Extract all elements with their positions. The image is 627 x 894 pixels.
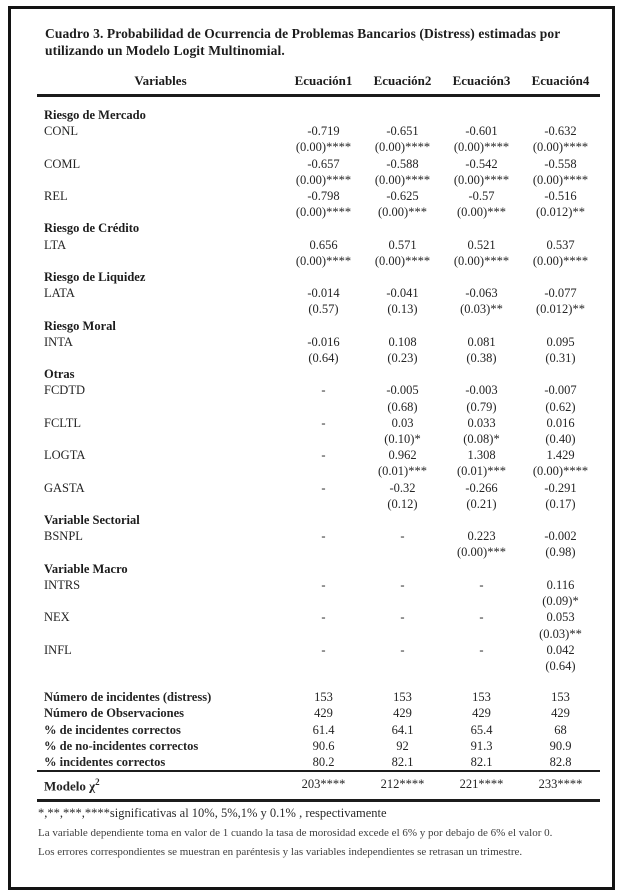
pval-cell: (0.00)**** — [532, 140, 589, 155]
summary-value-cell: 429 — [551, 706, 570, 721]
variable-pval-row — [37, 301, 600, 317]
summary-label-cell: Número de Observaciones — [44, 706, 185, 721]
variable-coef-row — [37, 415, 600, 431]
pval-cell — [363, 626, 442, 642]
variable-name-cell: INFL — [44, 642, 72, 657]
pval-cell: (0.09)* — [542, 594, 579, 609]
variable-name-cell: NEX — [44, 610, 70, 625]
coef-cell: -0.077 — [544, 286, 577, 301]
variable-coef-row — [37, 577, 600, 593]
coef-cell: - — [400, 529, 405, 544]
coef-cell: 0.033 — [467, 415, 496, 430]
coef-cell: 0.053 — [546, 610, 575, 625]
variable-pval-row — [37, 658, 600, 674]
pval-cell: (0.38) — [466, 351, 497, 366]
pval-cell: (0.00)**** — [295, 253, 352, 268]
variable-name-cell: REL — [44, 189, 68, 204]
section-header-cell: Otras — [44, 367, 75, 382]
coef-cell: - — [321, 642, 326, 657]
variable-pval-row — [37, 139, 600, 155]
variable-name-cell: CONL — [44, 124, 79, 139]
variable-coef-row — [37, 447, 600, 463]
coef-cell: -0.266 — [465, 480, 498, 495]
coef-cell: 1.429 — [546, 448, 575, 463]
variable-coef-row — [37, 123, 600, 139]
coef-cell: -0.005 — [386, 383, 419, 398]
pval-cell — [284, 593, 363, 609]
pval-cell: (0.79) — [466, 399, 497, 414]
empty-cell — [37, 658, 284, 674]
empty-cell — [37, 593, 284, 609]
coef-cell: - — [321, 577, 326, 592]
coef-cell: -0.063 — [465, 286, 498, 301]
coef-cell: -0.657 — [307, 156, 340, 171]
pval-cell: (0.00)*** — [457, 205, 506, 220]
summary-value-cell: 153 — [551, 690, 570, 705]
summary-value-cell: 90.9 — [549, 738, 572, 753]
coef-cell: 0.016 — [546, 415, 575, 430]
section-header-cell: Variable Macro — [44, 561, 128, 576]
variable-name-cell: LOGTA — [44, 448, 86, 463]
section-row — [37, 561, 600, 577]
pval-cell: (0.00)**** — [374, 253, 431, 268]
empty-cell — [37, 626, 284, 642]
variable-pval-row — [37, 593, 600, 609]
coef-cell: -0.632 — [544, 124, 577, 139]
coef-cell: -0.57 — [468, 189, 495, 204]
coef-cell: -0.798 — [307, 189, 340, 204]
pval-cell — [284, 431, 363, 447]
empty-cell — [37, 301, 284, 317]
pval-cell: (0.012)** — [536, 205, 585, 220]
pval-cell: (0.12) — [387, 496, 418, 511]
coef-cell: - — [321, 448, 326, 463]
pval-cell: (0.012)** — [536, 302, 585, 317]
spacer-cell — [37, 674, 600, 689]
pval-cell: (0.62) — [545, 399, 576, 414]
coef-cell: -0.588 — [386, 156, 419, 171]
variable-pval-row — [37, 253, 600, 269]
coef-cell: - — [321, 383, 326, 398]
section-row — [37, 220, 600, 236]
variable-pval-row — [37, 431, 600, 447]
summary-value-cell: 153 — [472, 690, 491, 705]
pval-cell — [284, 496, 363, 512]
summary-value-cell: 61.4 — [312, 722, 335, 737]
summary-value-cell: 68 — [554, 722, 567, 737]
variable-coef-row — [37, 156, 600, 172]
coef-cell: -0.601 — [465, 124, 498, 139]
footnote-standard-errors: Los errores correspondientes se muestran en paréntesis y las variables independientes se retrasan un trimestre. — [38, 846, 523, 859]
model-value-cell: 212**** — [363, 771, 442, 800]
coef-cell: 0.108 — [388, 334, 417, 349]
variable-name-cell: COML — [44, 156, 81, 171]
table-caption: Cuadro 3. Probabilidad de Ocurrencia de Problemas Bancarios (Distress) estimadas por utilizando un Modelo Logit Multinomial. — [45, 26, 561, 58]
pval-cell: (0.01)*** — [457, 464, 506, 479]
empty-cell — [37, 399, 284, 415]
model-chi2-row — [37, 771, 600, 800]
coef-cell: 0.962 — [388, 448, 417, 463]
pval-cell: (0.00)**** — [295, 140, 352, 155]
pval-cell: (0.03)** — [460, 302, 503, 317]
pval-cell — [363, 544, 442, 560]
section-header-cell: Riesgo Moral — [44, 318, 116, 333]
section-row — [37, 318, 600, 334]
summary-value-cell: 82.8 — [549, 754, 572, 769]
summary-value-cell: 429 — [393, 706, 412, 721]
pval-cell: (0.00)*** — [457, 545, 506, 560]
coef-cell: -0.041 — [386, 286, 419, 301]
coef-cell: - — [479, 577, 484, 592]
coef-cell: - — [321, 610, 326, 625]
pval-cell — [363, 658, 442, 674]
summary-label-cell: % de no-incidentes correctos — [44, 738, 199, 753]
significance-legend: *,**,***,****significativas al 10%, 5%,1% y 0.1% , respectivamente — [38, 805, 387, 820]
pval-cell — [284, 544, 363, 560]
column-header-eq3: Ecuación3 — [442, 71, 521, 96]
section-row — [37, 512, 600, 528]
variable-coef-row — [37, 642, 600, 658]
coef-cell: - — [400, 577, 405, 592]
section-header-cell: Variable Sectorial — [44, 513, 140, 528]
pval-cell: (0.21) — [466, 496, 497, 511]
summary-label-cell: % incidentes correctos — [44, 754, 166, 769]
footnote-dependent-variable: La variable dependiente toma en valor de 1 cuando la tasa de morosidad excede el 6% y por debajo de 6% el valor 0. — [38, 826, 553, 839]
coef-cell: -0.651 — [386, 124, 419, 139]
page-border-frame — [8, 6, 615, 890]
column-header-eq2: Ecuación2 — [363, 71, 442, 96]
empty-cell — [37, 544, 284, 560]
summary-value-cell: 64.1 — [391, 722, 414, 737]
summary-row — [37, 722, 600, 738]
summary-value-cell: 82.1 — [391, 754, 414, 769]
coef-cell: -0.003 — [465, 383, 498, 398]
coef-cell: 0.571 — [388, 237, 417, 252]
coef-cell: 0.116 — [546, 577, 575, 592]
model-label-superscript: 2 — [95, 777, 100, 788]
coef-cell: -0.719 — [307, 124, 340, 139]
coef-cell: 0.537 — [546, 237, 575, 252]
variable-name-cell: FCDTD — [44, 383, 85, 398]
summary-label-cell: Número de incidentes (distress) — [44, 690, 212, 705]
coef-cell: 0.081 — [467, 334, 496, 349]
pval-cell: (0.01)*** — [378, 464, 427, 479]
pval-cell: (0.98) — [545, 545, 576, 560]
pval-cell: (0.00)**** — [532, 253, 589, 268]
pval-cell: (0.31) — [545, 351, 576, 366]
summary-row — [37, 754, 600, 771]
section-header-cell: Riesgo de Crédito — [44, 221, 140, 236]
pval-cell — [284, 399, 363, 415]
pval-cell: (0.00)**** — [295, 172, 352, 187]
summary-label-cell: % de incidentes correctos — [44, 722, 181, 737]
empty-cell — [37, 496, 284, 512]
model-value-cell: 203**** — [284, 771, 363, 800]
coef-cell: -0.007 — [544, 383, 577, 398]
variable-pval-row — [37, 463, 600, 479]
coef-cell: 0.521 — [467, 237, 496, 252]
coef-cell: 0.03 — [391, 415, 414, 430]
pval-cell — [442, 626, 521, 642]
header-row — [37, 71, 600, 96]
pval-cell: (0.00)**** — [295, 205, 352, 220]
pval-cell — [363, 593, 442, 609]
model-label-cell — [37, 771, 284, 800]
pval-cell: (0.00)**** — [532, 172, 589, 187]
coef-cell: -0.516 — [544, 189, 577, 204]
empty-cell — [37, 350, 284, 366]
variable-coef-row — [37, 609, 600, 625]
empty-cell — [37, 172, 284, 188]
coef-cell: 0.095 — [546, 334, 575, 349]
column-header-eq1: Ecuación1 — [284, 71, 363, 96]
model-value-cell: 233**** — [521, 771, 600, 800]
coef-cell: -0.291 — [544, 480, 577, 495]
variable-coef-row — [37, 382, 600, 398]
section-row — [37, 366, 600, 382]
pval-cell — [284, 658, 363, 674]
summary-value-cell: 90.6 — [312, 738, 335, 753]
regression-results-table — [37, 71, 600, 802]
summary-value-cell: 65.4 — [470, 722, 493, 737]
summary-value-cell: 429 — [472, 706, 491, 721]
pval-cell: (0.00)**** — [453, 253, 510, 268]
variable-coef-row — [37, 528, 600, 544]
variable-coef-row — [37, 285, 600, 301]
coef-cell: -0.002 — [544, 529, 577, 544]
coef-cell: - — [479, 610, 484, 625]
pval-cell: (0.17) — [545, 496, 576, 511]
pval-cell — [284, 626, 363, 642]
spacer-row — [37, 674, 600, 689]
coef-cell: 0.656 — [309, 237, 338, 252]
pval-cell — [442, 593, 521, 609]
pval-cell: (0.23) — [387, 351, 418, 366]
coef-cell: -0.014 — [307, 286, 340, 301]
variable-coef-row — [37, 188, 600, 204]
coef-cell: 1.308 — [467, 448, 496, 463]
variable-pval-row — [37, 350, 600, 366]
variable-pval-row — [37, 172, 600, 188]
variable-name-cell: INTA — [44, 334, 73, 349]
summary-value-cell: 153 — [314, 690, 333, 705]
pval-cell — [284, 463, 363, 479]
pval-cell: (0.64) — [308, 351, 339, 366]
variable-coef-row — [37, 334, 600, 350]
variable-coef-row — [37, 237, 600, 253]
coef-cell: -0.558 — [544, 156, 577, 171]
pval-cell: (0.10)* — [384, 432, 421, 447]
summary-value-cell: 92 — [396, 738, 409, 753]
variable-coef-row — [37, 480, 600, 496]
coef-cell: 0.223 — [467, 529, 496, 544]
variable-pval-row — [37, 204, 600, 220]
pval-cell: (0.13) — [387, 302, 418, 317]
model-label-text: Modelo χ — [44, 778, 96, 794]
pval-cell: (0.08)* — [463, 432, 500, 447]
variable-pval-row — [37, 544, 600, 560]
column-header-variables: Variables — [37, 71, 284, 96]
variable-name-cell: LATA — [44, 286, 75, 301]
pval-cell: (0.00)**** — [374, 172, 431, 187]
empty-cell — [37, 139, 284, 155]
summary-value-cell: 429 — [314, 706, 333, 721]
summary-value-cell: 82.1 — [470, 754, 493, 769]
pval-cell: (0.03)** — [539, 626, 582, 641]
coef-cell: -0.016 — [307, 334, 340, 349]
summary-row — [37, 738, 600, 754]
coef-cell: -0.625 — [386, 189, 419, 204]
pval-cell — [442, 658, 521, 674]
summary-row — [37, 705, 600, 721]
coef-cell: - — [479, 642, 484, 657]
empty-cell — [37, 431, 284, 447]
model-value-cell: 221**** — [442, 771, 521, 800]
section-row — [37, 96, 600, 124]
summary-row — [37, 689, 600, 705]
table-body — [37, 96, 600, 801]
pval-cell: (0.00)**** — [453, 172, 510, 187]
coef-cell: - — [321, 480, 326, 495]
variable-name-cell: LTA — [44, 237, 67, 252]
pval-cell: (0.57) — [308, 302, 339, 317]
pval-cell: (0.40) — [545, 432, 576, 447]
coef-cell: - — [321, 415, 326, 430]
coef-cell: - — [400, 642, 405, 657]
summary-value-cell: 80.2 — [312, 754, 335, 769]
pval-cell: (0.00)**** — [453, 140, 510, 155]
variable-name-cell: INTRS — [44, 577, 81, 592]
summary-value-cell: 153 — [393, 690, 412, 705]
section-header-cell: Riesgo de Liquidez — [44, 270, 146, 285]
column-header-eq4: Ecuación4 — [521, 71, 600, 96]
coef-cell: - — [400, 610, 405, 625]
variable-pval-row — [37, 399, 600, 415]
empty-cell — [37, 463, 284, 479]
variable-name-cell: GASTA — [44, 480, 85, 495]
section-header-cell: Riesgo de Mercado — [44, 108, 146, 122]
pval-cell: (0.00)*** — [378, 205, 427, 220]
pval-cell: (0.68) — [387, 399, 418, 414]
empty-cell — [37, 253, 284, 269]
variable-name-cell: BSNPL — [44, 529, 83, 544]
coef-cell: - — [321, 529, 326, 544]
pval-cell: (0.00)**** — [374, 140, 431, 155]
pval-cell: (0.00)**** — [532, 464, 589, 479]
summary-value-cell: 91.3 — [470, 738, 493, 753]
pval-cell: (0.64) — [545, 658, 576, 673]
section-row — [37, 269, 600, 285]
empty-cell — [37, 204, 284, 220]
variable-name-cell: FCLTL — [44, 415, 82, 430]
coef-cell: -0.32 — [389, 480, 416, 495]
variable-pval-row — [37, 496, 600, 512]
coef-cell: -0.542 — [465, 156, 498, 171]
coef-cell: 0.042 — [546, 642, 575, 657]
variable-pval-row — [37, 626, 600, 642]
